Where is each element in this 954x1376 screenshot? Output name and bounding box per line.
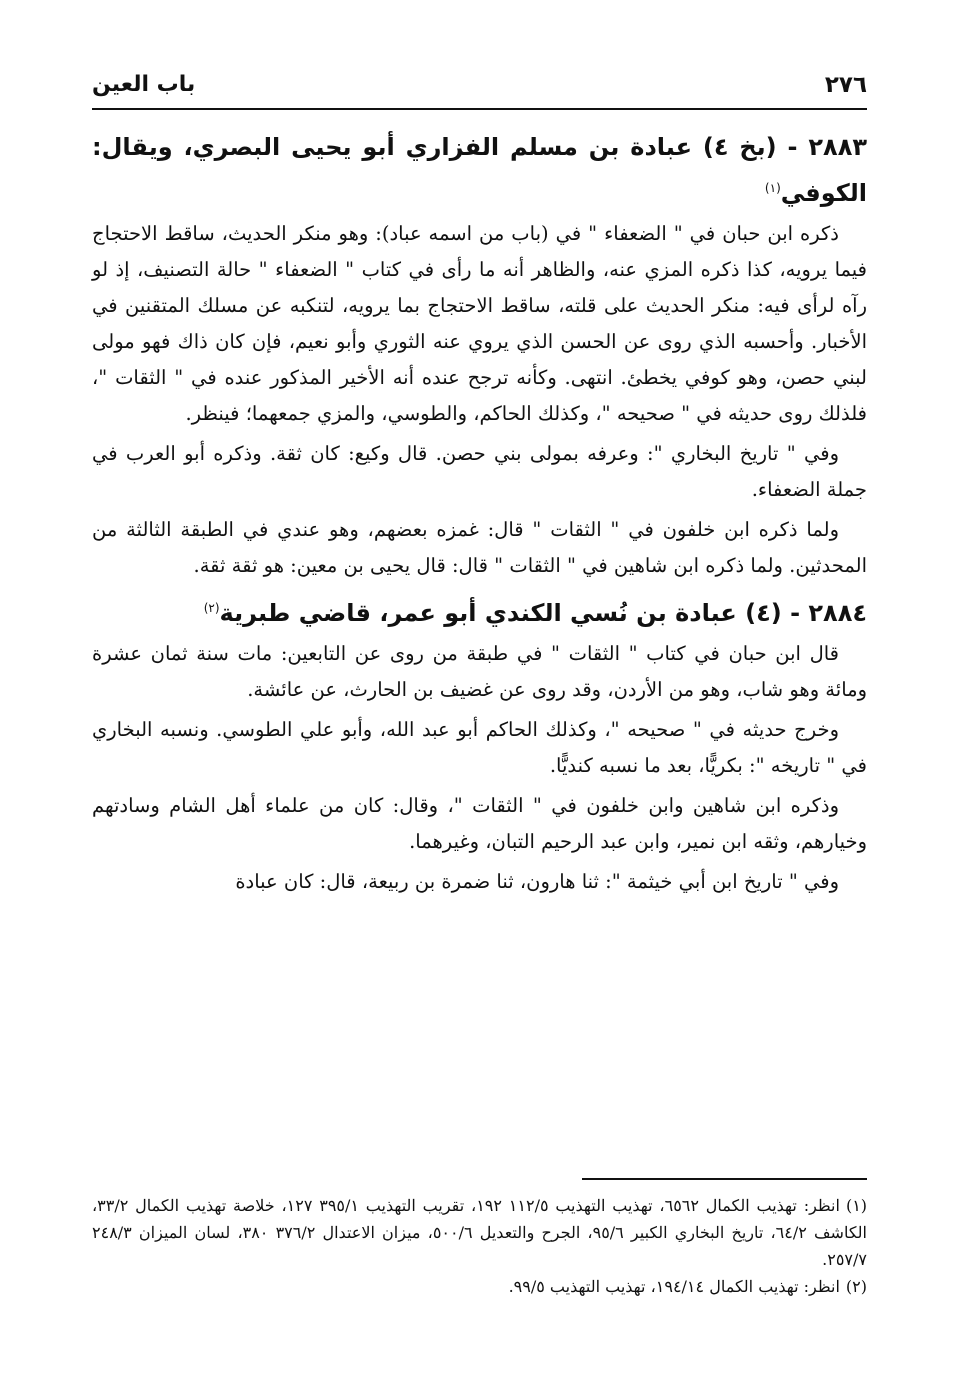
book-page <box>92 64 867 1364</box>
paragraph: ولما ذكره ابن خلفون في " الثقات " قال: غمزه بعضهم، وهو عندي في الطبقة الثالثة من المحدثين. ولما ذكره ابن شاهين في " الثقات " قال: قال يحيى بن معين: هو ثقة ثقة. <box>92 518 867 577</box>
paragraph: قال ابن حبان في كتاب " الثقات " في طبقة من روى عن التابعين: مات سنة ثمان عشرة ومائة وهو شاب، وهو من الأردن، وقد روى عن غضيف بن الحارث، عن عائشة. <box>92 642 867 701</box>
paragraph: وفي " تاريخ ابن أبي خيثمة ": ثنا هارون، ثنا ضمرة بن ربيعة، قال: كان عبادة <box>235 870 839 893</box>
running-head <box>92 64 867 110</box>
paragraph: وفي " تاريخ البخاري ": وعرفه بمولى بني حصن. قال وكيع: كان ثقة. وذكره أبو العرب في جملة الضعفاء. <box>92 442 867 501</box>
page-number: ٢٧٦ <box>824 72 867 98</box>
entry-heading-text: ٢٨٨٤ - (٤) عبادة بن نُسي الكندي أبو عمر، قاضي طبرية <box>219 599 867 627</box>
footnote-number: (٢) <box>845 1277 867 1296</box>
footnote-text: انظر: تهذيب الكمال ٦٥٦٢، تهذيب التهذيب ١١٢/٥ ١٩٢، تقريب التهذيب ٣٩٥/١ ١٢٧، خلاصة تهذيب الكمال ٣٣/٢، الكاشف ٦٤/٢، تاريخ البخاري الكبير ٩٥/٦، الجرح والتعديل ٥٠٠/٦، ميزان الاعتدال ٣٧٦/٢ ٣٨٠، لسان الميزان ٢٤٨/٣ ٢٥٧/٧. <box>92 1196 867 1269</box>
footnote-number: (١) <box>845 1196 868 1215</box>
footnotes <box>92 1178 867 1300</box>
paragraph: وخرج حديثه في " صحيحه "، وكذلك الحاكم أبو عبد الله، وأبو علي الطوسي. ونسبه البخاري في " تاريخه ": بكريًّا، بعد ما نسبه كنديًّا. <box>92 718 867 777</box>
footnote-divider <box>582 1178 867 1180</box>
chapter-title: باب العين <box>92 72 196 97</box>
main-text <box>92 124 867 900</box>
footnote-1 <box>92 1192 867 1273</box>
entry-heading-2883 <box>92 124 867 216</box>
paragraph: وذكره ابن شاهين وابن خلفون في " الثقات "، وقال: كان من علماء أهل الشام وسادتهم وخيارهم، وثقه ابن نمير، وابن عبد الرحيم التبان، وغيرهما. <box>92 794 867 853</box>
entry-heading-text: ٢٨٨٣ - (بخ ٤) عبادة بن مسلم الفزاري أبو يحيى البصري، ويقال: الكوفي <box>92 133 867 207</box>
footnote-ref-2: (٢) <box>203 601 220 615</box>
footnote-2 <box>92 1273 867 1300</box>
footnote-ref-1: (١) <box>764 181 781 195</box>
paragraph: ذكره ابن حبان في " الضعفاء " في (باب من اسمه عباد): وهو منكر الحديث، ساقط الاحتجاج فيما يرويه، كذا ذكره المزي عنه، والظاهر أنه ما رأى في كتاب " الضعفاء " حالة التصنيف، إذ لو رآه لرأى فيه: منكر الحديث على قلته، ساقط الاحتجاج بما يرويه، لتنكبه عن مسلك المتقنين في الأخبار. وأحسبه الذي روى عن الحسن الذي يروي عنه الثوري وأبو نعيم، فإن كان ذاك فهو مولى لبني حصن، وهو كوفي يخطئ. انتهى. وكأنه ترجح عنده أنه الأخير المذكور عنده في " الثقات "، فلذلك روى حديثه في " صحيحه "، وكذلك الحاكم، والطوسي، والمزي جمعهما؛ فينظر. <box>92 222 867 425</box>
entry-heading-2884 <box>92 590 867 636</box>
footnote-text: انظر: تهذيب الكمال ١٩٤/١٤، تهذيب التهذيب ٩٩/٥. <box>508 1277 840 1296</box>
